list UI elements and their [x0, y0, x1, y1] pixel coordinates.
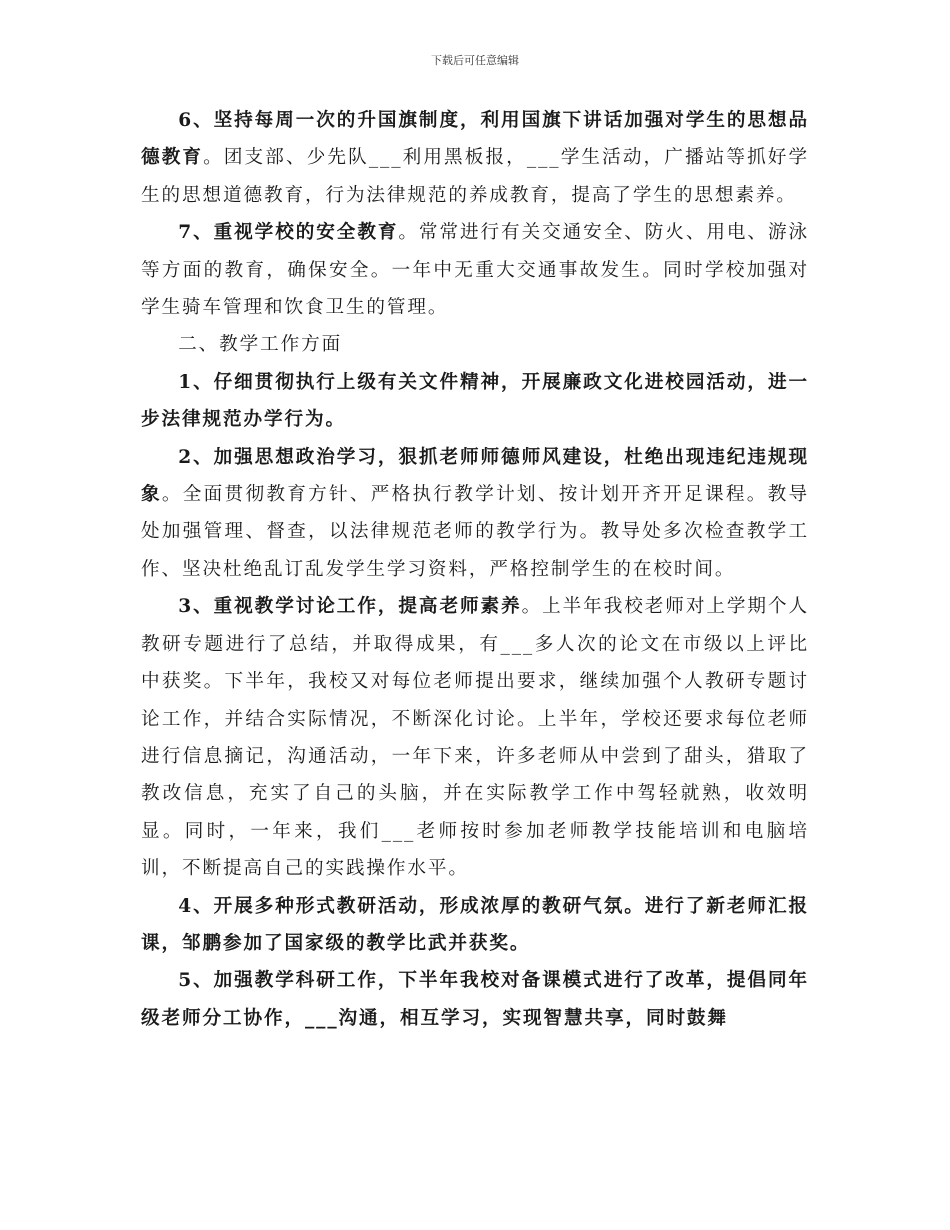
- paragraph-heading: 3、重视教学讨论工作，提高老师素养: [178, 596, 522, 618]
- paragraph-5: [141, 962, 809, 1037]
- paragraph-heading: 1、仔细贯彻执行上级有关文件精神，开展廉政文化进校园活动，进一步法律规范办学行为。: [141, 371, 809, 431]
- paragraph-6: [141, 102, 809, 214]
- paragraph-heading: 4、开展多种形式教研活动，形成浓厚的教研气氛。进行了新老师汇报课，邹鹏参加了国家级的教学比武并获奖。: [141, 895, 809, 954]
- page-header: 下载后可任意编辑: [431, 54, 519, 67]
- paragraph-1: [141, 364, 809, 439]
- paragraph-2: [141, 439, 809, 589]
- paragraph-heading: 6、坚持每周一次的升国旗制度，利用国旗下讲话加强对学生的思想品德教育: [141, 110, 809, 169]
- paragraph-text: 。全面贯彻教育方针、严格执行教学计划、按计划开齐开足课程。教导处加强管理、督查，以法律规范老师的教学行为。教导处多次检查教学工作、坚决杜绝乱订乱发学生学习资料，严格控制学生的在校时间。: [141, 484, 809, 580]
- section-title: 二、教学工作方面: [178, 334, 343, 356]
- paragraph-heading: 2、加强思想政治学习，狠抓老师师德师风建设，杜绝出现违纪违规现象: [141, 446, 809, 506]
- paragraph-7: [141, 214, 809, 326]
- paragraph-text: 。常常进行有关交通安全、防火、用电、游泳等方面的教育，确保安全。一年中无重大交通事故发生。同时学校加强对学生骑车管理和饮食卫生的管理。: [141, 222, 809, 319]
- paragraph-text: 。团支部、少先队___利用黑板报，___学生活动，广播站等抓好学生的思想道德教育，行为法律规范的养成教育，提高了学生的思想素养。: [141, 147, 809, 206]
- document-body: [141, 102, 809, 1037]
- paragraph-4: [141, 888, 809, 963]
- paragraph-heading: 7、重视学校的安全教育: [178, 222, 399, 244]
- paragraph-text: 。上半年我校老师对上学期个人教研专题进行了总结，并取得成果，有___多人次的论文在市级以上评比中获奖。下半年，我校又对每位老师提出要求，继续加强个人教研专题讨论工作，并结合实际情况，不断深化讨论。上半年，学校还要求每位老师进行信息摘记，沟通活动，一年下来，许多老师从中尝到了甜头，猎取了教改信息，充实了自己的头脑，并在实际教学工作中驾轻就熟，收效明显。同时，一年来，我们___老师按时参加老师教学技能培训和电脑培训，不断提高自己的实践操作水平。: [141, 596, 809, 880]
- section-heading: [141, 326, 809, 363]
- paragraph-3: [141, 588, 809, 887]
- paragraph-heading: 5、加强教学科研工作，下半年我校对备课模式进行了改革，提倡同年级老师分工协作，___沟通，相互学习，实现智慧共享，同时鼓舞: [141, 970, 809, 1029]
